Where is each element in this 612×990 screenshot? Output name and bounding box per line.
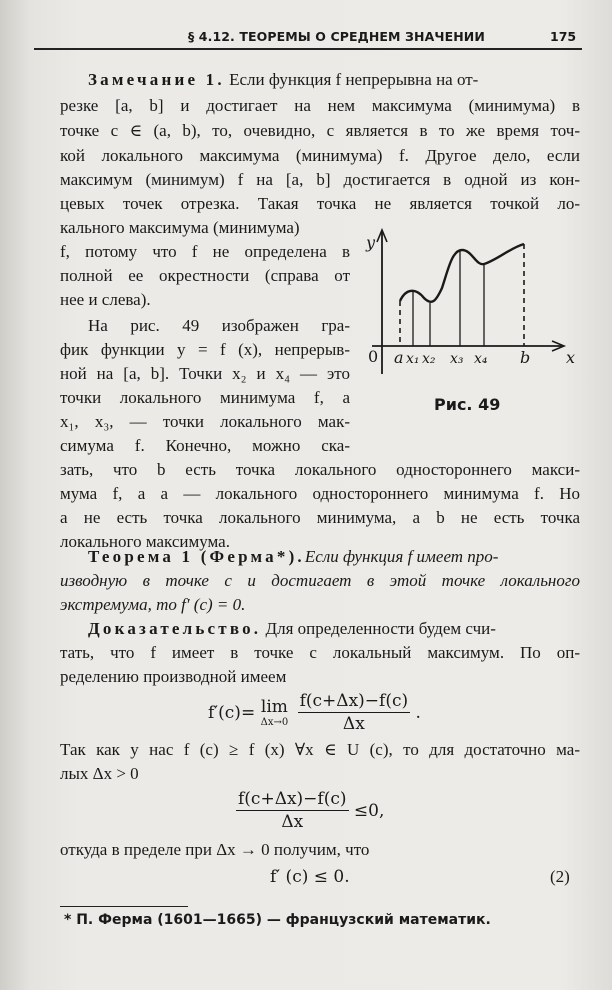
eq2-rhs: ≤0,	[353, 800, 385, 821]
equation-derivative-limit	[208, 690, 421, 735]
eq1-period: .	[415, 702, 421, 723]
tick-label-a: a	[394, 348, 404, 367]
tick-label-x1: x₁	[406, 351, 420, 367]
eq2-numerator: f(c+Δx)−f(c)	[238, 789, 347, 809]
y-axis-label: y	[366, 233, 376, 252]
running-header	[0, 27, 612, 49]
function-curve	[400, 244, 524, 302]
equation-result: f′ (c) ≤ 0.	[270, 867, 350, 887]
eq1-lim-sub: Δx→0	[260, 716, 289, 728]
remark-line-2: резке [a, b] и достигает на нем максимума (минимума) в	[60, 96, 580, 115]
theorem-label: Теорема 1 (Ферма*).	[88, 547, 305, 566]
proof-after-line: откуда в пределе при Δx → 0 получим, что	[60, 840, 370, 859]
remark-line-10: нее и слева).	[60, 290, 151, 309]
eq2-denominator: Δx	[281, 812, 304, 832]
eq1-denominator: Δx	[342, 714, 365, 734]
proof-line-1	[88, 617, 580, 641]
eq1-fraction	[298, 690, 411, 735]
proof-line-2: тать, что f имеет в точке c локальный максимум. По оп-	[60, 643, 580, 662]
tick-label-x2: x₂	[422, 351, 436, 367]
origin-label: 0	[368, 347, 379, 366]
fig-text-line-2: фик функции y = f (x), непрерыв-	[60, 340, 350, 359]
equation-number: (2)	[550, 867, 570, 886]
proof-text-1: Для определенности будем счи-	[265, 619, 496, 638]
theorem-text-1: Если функция f имеет про-	[304, 547, 499, 566]
header-rule	[34, 48, 582, 50]
remark-line-7: кального максимума (минимума)	[60, 218, 300, 237]
tick-label-b: b	[520, 348, 531, 367]
figure-49-graph	[362, 226, 584, 384]
equation-difference-quotient	[236, 788, 384, 833]
fig-text-line-5: x₁, x₃, — точки локального мак-	[60, 412, 350, 431]
eq1-numerator: f(c+Δx)−f(c)	[299, 691, 409, 711]
fig-text-line-7: зать, что b есть точка локального одностороннего макси-	[60, 460, 580, 479]
tick-label-x3: x₃	[450, 351, 464, 367]
figure-caption: Рис. 49	[434, 395, 501, 414]
remark-line-3: точке c ∈ (a, b), то, очевидно, c является в то же время точ-	[60, 121, 580, 140]
eq1-lhs: f′(c)=	[208, 702, 256, 723]
proof-mid-line-2: лых Δx > 0	[60, 764, 139, 783]
remark-line-1	[88, 68, 580, 92]
eq1-lim: lim	[260, 696, 288, 717]
footnote-rule	[60, 906, 188, 907]
fig-text-line-4: точки локального минимума f, а	[60, 388, 350, 407]
remark-text-1: Если функция f непрерывна на от-	[229, 70, 479, 89]
remark-label: Замечание 1.	[88, 70, 225, 89]
eq1-limit	[261, 697, 289, 729]
fig-text-line-9: a не есть точка локального минимума, а b не есть точка	[60, 508, 580, 527]
header-title: § 4.12. ТЕОРЕМЫ О СРЕДНЕМ ЗНАЧЕНИИ	[188, 29, 485, 44]
proof-line-3: ределению производной имеем	[60, 667, 287, 686]
fig-text-line-10: локального максимума.	[60, 532, 230, 551]
eq2-fraction	[236, 788, 349, 833]
remark-line-5: максимум (минимум) f на [a, b] достигается в одной из кон-	[60, 170, 580, 189]
proof-label: Доказательство.	[88, 619, 262, 638]
theorem-line-2: изводную в точке c и достигает в этой точке локального	[60, 571, 580, 590]
remark-line-9: полной ее окрестности (справа от	[60, 266, 350, 285]
fig-text-line-6: симума f. Конечно, можно ска-	[60, 436, 350, 455]
remark-line-6: цевых точек отрезка. Такая точка не является точкой ло-	[60, 194, 580, 213]
fig-text-line-1: На рис. 49 изображен гра-	[88, 316, 350, 335]
remark-line-4: кой локального максимума (минимума) f. Другое дело, если	[60, 146, 580, 165]
theorem-line-3: экстремума, то f′ (c) = 0.	[60, 595, 246, 614]
page-number: 175	[550, 29, 577, 44]
theorem-line-1	[88, 545, 580, 569]
x-axis-label: x	[566, 348, 576, 367]
footnote: * П. Ферма (1601—1665) — французский математик.	[64, 912, 491, 928]
proof-mid-line-1: Так как у нас f (c) ≥ f (x) ∀x ∈ U (c), то для достаточно ма-	[60, 740, 580, 759]
remark-line-8: f, потому что f не определена в	[60, 242, 350, 261]
fig-text-line-8: мума f, а a — локального одностороннего минимума f. Но	[60, 484, 580, 503]
tick-label-x4: x₄	[474, 351, 488, 367]
fig-text-line-3: ной на [a, b]. Точки x₂ и x₄ — это	[60, 364, 350, 383]
